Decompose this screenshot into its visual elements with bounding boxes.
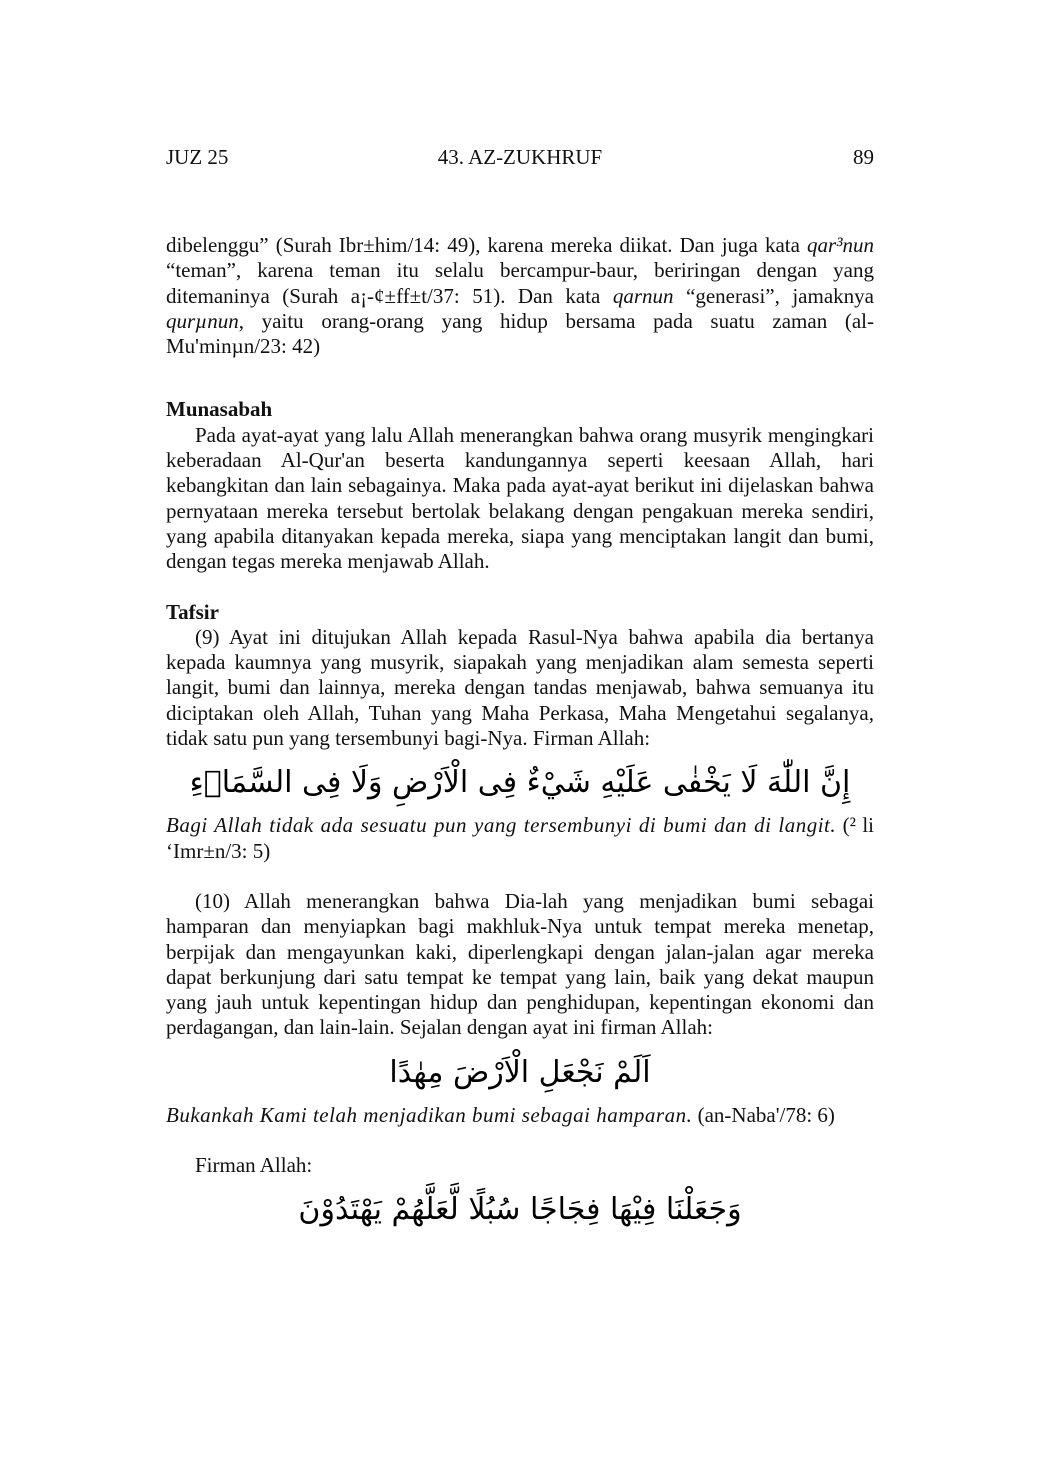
surah-title: 43. AZ-ZUKHRUF	[437, 145, 603, 169]
term-qurunun: qurµnun	[166, 308, 239, 333]
page-header	[166, 145, 874, 175]
tafsir-paragraph-9: (9) Ayat ini ditujukan Allah kepada Rasul-Nya bahwa apabila dia bertanya kepada kaumnya yang musyrik, siapakah yang menjadikan alam semesta seperti langit, bumi dan lainnya, mereka dengan tandas menjawab, bahwa semuanya itu diciptakan oleh Allah, Tuhan yang Maha Perkasa, Maha Mengetahui segalanya, tidak satu pun yang tersembunyi bagi-Nya. Firman Allah:	[166, 624, 874, 751]
arabic-verse-1: إِنَّ اللّٰهَ لَا يَخْفٰى عَلَيْهِ شَيْءٌ فِى الْاَرْضِ وَلَا فِى السَّمَاۤءِ	[189, 765, 851, 801]
translation-1: Bagi Allah tidak ada sesuatu pun yang tersembunyi di bumi dan di langit. (² li ‘Imr±n/3: 5)	[166, 813, 875, 863]
tafsir-heading: Tafsir	[166, 599, 219, 624]
reference-1: (² li ‘Imr±n/3: 5)	[166, 813, 875, 863]
arabic-verse-2: اَلَمْ نَجْعَلِ الْاَرْضَ مِهٰدًا	[389, 1054, 651, 1090]
page-number: 89	[853, 145, 874, 169]
firman-label: Firman Allah:	[195, 1153, 313, 1178]
arabic-verse-3: وَجَعَلْنَا فِيْهَا فِجَاجًا سُبُلًا لَّعَلَّهُمْ يَهْتَدُوْنَ	[298, 1192, 742, 1228]
term-qarnun: qarnun	[612, 283, 674, 308]
document-page	[166, 0, 874, 1475]
juz-label: JUZ 25	[166, 145, 229, 169]
tafsir-paragraph-10: (10) Allah menerangkan bahwa Dia-lah yang menjadikan bumi sebagai hamparan dan menyiapkan bagi makhluk-Nya untuk tempat mereka menetap, berpijak dan mengayunkan kaki, diperlengkapi dengan jalan-jalan agar mereka dapat berkunjung dari satu tempat ke tempat yang lain, baik yang dekat maupun yang jauh untuk kepentingan hidup dan penghidupan, kepentingan ekonomi dan perdagangan, dan lain-lain. Sejalan dengan ayat ini firman Allah:	[166, 888, 874, 1040]
munasabah-heading: Munasabah	[166, 397, 273, 422]
intro-paragraph: dibelenggu” (Surah Ibr±him/14: 49), karena mereka diikat. Dan juga kata qar³nun “teman”, karena teman itu selalu bercampur-baur, beriringan dengan yang ditemaninya (Surah a¡-¢±ff±t/37: 51). Dan kata qarnun “generasi”, jamaknya qurµnun, yaitu orang-orang yang hidup bersama pada suatu zaman (al-Mu'minµn/23: 42)	[166, 233, 874, 359]
munasabah-paragraph: Pada ayat-ayat yang lalu Allah menerangkan bahwa orang musyrik mengingkari keberadaan Al-Qur'an beserta kandungannya seperti keesaan Allah, hari kebangkitan dan lain sebagainya. Maka pada ayat-ayat berikut ini dijelaskan bahwa pernyataan mereka tersebut bertolak belakang dengan pengakuan mereka sendiri, yang apabila ditanyakan kepada mereka, siapa yang menciptakan langit dan bumi, dengan tegas mereka menjawab Allah.	[166, 422, 874, 574]
page-body	[166, 233, 874, 1240]
translation-2: Bukankah Kami telah menjadikan bumi sebagai hamparan. (an-Naba'/78: 6)	[166, 1102, 835, 1127]
reference-2: (an-Naba'/78: 6)	[697, 1102, 835, 1127]
term-qarinun: qar³nun	[807, 233, 874, 257]
